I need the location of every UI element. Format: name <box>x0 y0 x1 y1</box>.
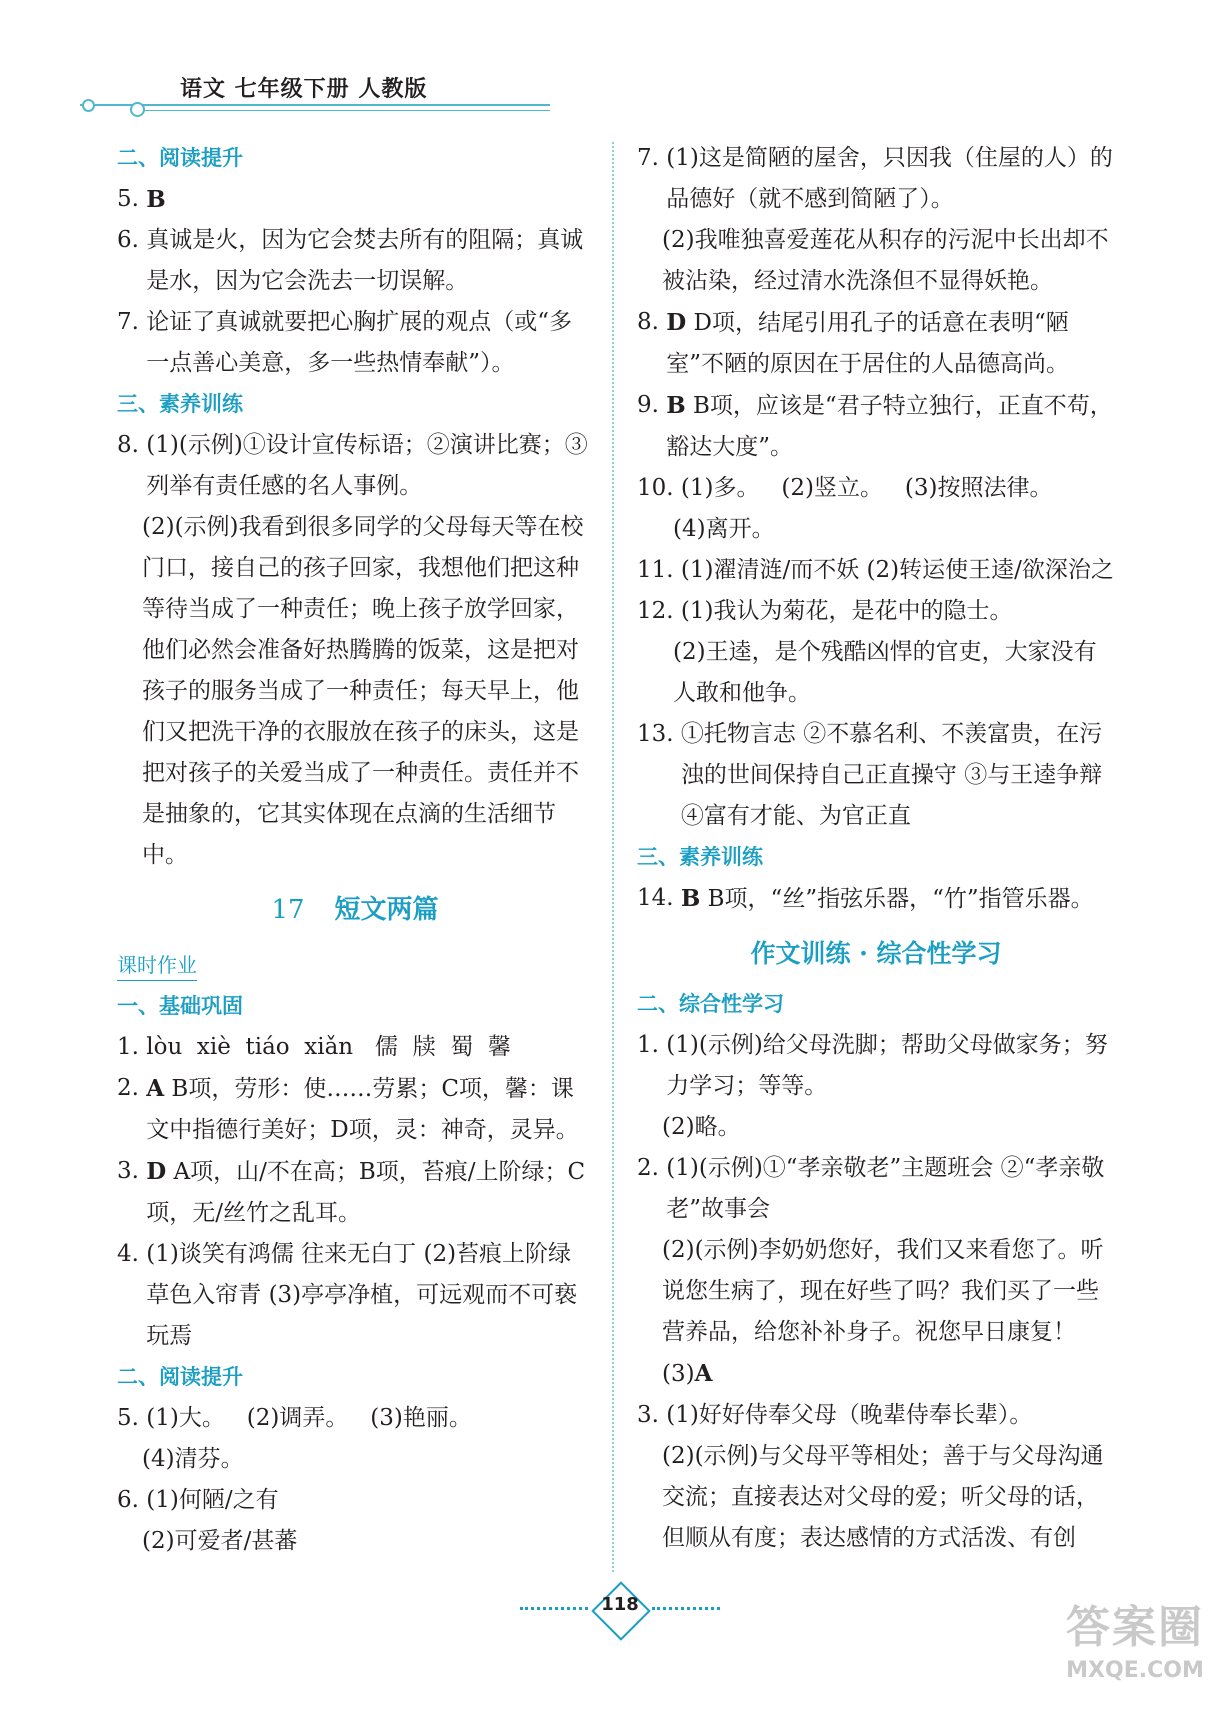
page-number: 118 <box>601 1594 639 1615</box>
answer-item <box>637 1148 1115 1230</box>
item-number: 6. <box>117 1487 147 1513</box>
item-number: 3. <box>117 1158 147 1184</box>
answer-item <box>117 1027 593 1068</box>
answer-choice: B <box>666 392 686 419</box>
answer-item <box>117 1234 593 1357</box>
answer-item <box>637 878 1115 920</box>
answer-text: B项，劳形：使……劳累；C项，馨：课文中指德行美好；D项，灵：神奇，灵异。 <box>146 1076 579 1143</box>
answer-item <box>117 1151 593 1234</box>
answer-text: (1)(示例)①“孝亲敬老”主题班会 ②“孝亲敬老”故事会 <box>666 1155 1105 1222</box>
answer-line: (4)清芬。 <box>142 1446 244 1472</box>
answer-text: (1)这是简陋的屋舍，只因我（住屋的人）的品德好（就不感到简陋了）。 <box>666 145 1113 212</box>
answer-text: 真诚是火，因为它会焚去所有的阻隔；真诚是水，因为它会洗去一切误解。 <box>146 227 584 294</box>
answer-item <box>117 1398 593 1439</box>
section-heading: 二、综合性学习 <box>637 992 784 1016</box>
answer-paragraph: (2)我唯独喜爱莲花从积存的污泥中长出却不被沾染，经过清水洗涤但不显得妖艳。 <box>662 227 1109 294</box>
item-number: 1. <box>117 1034 147 1060</box>
header-dot-icon <box>82 99 95 112</box>
answer-item <box>117 220 593 302</box>
book-title: 语文 七年级下册 人教版 <box>180 77 428 102</box>
item-number: 7. <box>117 309 147 335</box>
homework-label: 课时作业 <box>117 950 197 981</box>
section-heading: 三、素养训练 <box>117 392 243 416</box>
answer-text: 论证了真诚就要把心胸扩展的观点（或“多一点善心美意，多一些热情奉献”）。 <box>146 309 573 376</box>
watermark-text: 答案圈 <box>1066 1602 1204 1653</box>
answer-choice: A <box>146 1075 165 1102</box>
answer-item <box>637 468 1115 509</box>
answer-item <box>117 179 593 220</box>
answer-choice: B <box>146 186 166 213</box>
answer-item <box>637 302 1115 385</box>
answer-paragraph: (2)(示例)与父母平等相处；善于与父母沟通交流；直接表达对父母的爱；听父母的话，但顺从有度；表达感情的方式活泼、有创 <box>662 1443 1104 1551</box>
answer-text: (1)多。 (2)竖立。 (3)按照法律。 <box>680 475 1053 501</box>
answer-item <box>637 1395 1115 1436</box>
answer-item <box>637 591 1115 632</box>
answer-text: (1)(示例)给父母洗脚；帮助父母做家务；努力学习；等等。 <box>666 1032 1108 1099</box>
answer-text: (1)大。 (2)调弄。 (3)艳丽。 <box>146 1405 472 1431</box>
answer-line: (2)略。 <box>662 1114 741 1140</box>
item-number: 3. <box>637 1402 667 1428</box>
item-number: 5. <box>117 1405 147 1431</box>
item-number: 1. <box>637 1032 667 1058</box>
item-number: 12. <box>637 598 681 624</box>
item-number: 6. <box>117 227 147 253</box>
section-heading: 二、阅读提升 <box>117 146 243 170</box>
answer-item <box>117 425 593 507</box>
answer-text: (1)我认为菊花，是花中的隐士。 <box>680 598 1013 624</box>
answer-line: (2)可爱者/甚蕃 <box>142 1528 298 1554</box>
answer-paragraph: (2)王逵，是个残酷凶悍的官吏，大家没有人敢和他争。 <box>673 639 1097 706</box>
item-number: 11. <box>637 557 681 583</box>
unit-title: 作文训练 · 综合性学习 <box>750 939 1002 968</box>
answer-paragraph: (2)(示例)我看到很多同学的父母每天等在校门口，接自己的孩子回家，我想他们把这种等待当成了一种责任；晚上孩子放学回家，他们必然会准备好热腾腾的饭菜，这是把对孩子的服务当成了一种责任；每天早上，他们又把洗干净的衣服放在孩子的床头，这是把对孩子的关爱当成了一种责任。责任并不是抽象的，它其实体现在点滴的生活细节中。 <box>142 514 584 868</box>
column-divider <box>612 142 614 1572</box>
item-number: 8. <box>117 432 147 458</box>
lesson-title <box>117 888 593 932</box>
item-number: 8. <box>637 309 667 335</box>
answer-choice: B <box>680 885 701 912</box>
header-rule <box>80 104 550 106</box>
page-header <box>80 70 550 120</box>
item-number: 7. <box>637 145 667 171</box>
answer-text: (1)(示例)①设计宣传标语；②演讲比赛；③列举有责任感的名人事例。 <box>146 432 588 499</box>
answer-text: (1)好好侍奉父母（晚辈侍奉长辈）。 <box>666 1402 1033 1428</box>
item-number: 2. <box>117 1075 147 1101</box>
footer-dotted-rule <box>652 1607 720 1610</box>
answer-item <box>637 1025 1115 1107</box>
item-number: 9. <box>637 392 667 418</box>
answer-item <box>117 302 593 384</box>
answer-text: B项，应该是“君子特立独行，正直不苟，豁达大度”。 <box>666 393 1113 460</box>
answer-choice: D <box>666 309 687 336</box>
answer-text: ①托物言志 ②不慕名利、不羡富贵，在污浊的世间保持自己正直操守 ③与王逵争辩 ④富有才能、为官正直 <box>680 721 1103 829</box>
watermark-url: MXQE.COM <box>1066 1658 1204 1683</box>
answer-choice: A <box>694 1360 713 1387</box>
section-heading: 三、素养训练 <box>637 845 763 869</box>
lesson-number: 17 <box>271 895 305 925</box>
answer-item <box>637 138 1115 220</box>
answer-item <box>117 1480 593 1521</box>
item-number: 10. <box>637 475 681 501</box>
item-number: 4. <box>117 1241 147 1267</box>
answer-text: D项，结尾引用孔子的话意在表明“陋室”不陋的原因在于居住的人品德高尚。 <box>666 310 1070 377</box>
right-column <box>637 138 1115 1559</box>
answer-item <box>637 714 1115 837</box>
answer-text: (1)何陋/之有 <box>146 1487 279 1513</box>
answer-paragraph: (2)(示例)李奶奶您好，我们又来看您了。听说您生病了，现在好些了吗？我们买了一些营养品，给您补补身子。祝您早日康复！ <box>662 1237 1104 1345</box>
answer-text: B项，“丝”指弦乐器，“竹”指管乐器。 <box>700 886 1094 912</box>
item-number: 5. <box>117 186 147 212</box>
watermark-logo <box>1050 1600 1220 1710</box>
item-number: 14. <box>637 885 681 911</box>
answer-line <box>637 1353 1115 1395</box>
section-heading: 二、阅读提升 <box>117 1365 243 1389</box>
item-number: 2. <box>637 1155 667 1181</box>
lesson-name: 短文两篇 <box>334 895 439 925</box>
section-heading: 一、基础巩固 <box>117 994 243 1018</box>
answer-prefix: (3) <box>662 1361 695 1387</box>
answer-line: (4)离开。 <box>673 516 775 542</box>
answer-text: (1)濯清涟/而不妖 (2)转运使王逵/欲深治之 <box>680 557 1114 583</box>
footer-dotted-rule <box>520 1607 588 1610</box>
item-number: 13. <box>637 721 681 747</box>
answer-text: (1)谈笑有鸿儒 往来无白丁 (2)苔痕上阶绿 草色入帘青 (3)亭亭净植，可远观而不可亵玩焉 <box>146 1241 578 1349</box>
answer-item <box>117 1068 593 1151</box>
answer-text: A项，山/不在高；B项，苔痕/上阶绿；C项，无/丝竹之乱耳。 <box>146 1159 586 1226</box>
answer-text: lòu xiè tiáo xiǎn 儒 牍 蜀 馨 <box>146 1034 511 1060</box>
answer-choice: D <box>146 1158 167 1185</box>
answer-item <box>637 550 1115 591</box>
left-column <box>117 138 593 1562</box>
page-footer <box>520 1582 720 1632</box>
answer-item <box>637 385 1115 468</box>
header-ring-icon <box>130 102 145 117</box>
header-rule-secondary <box>140 110 550 111</box>
